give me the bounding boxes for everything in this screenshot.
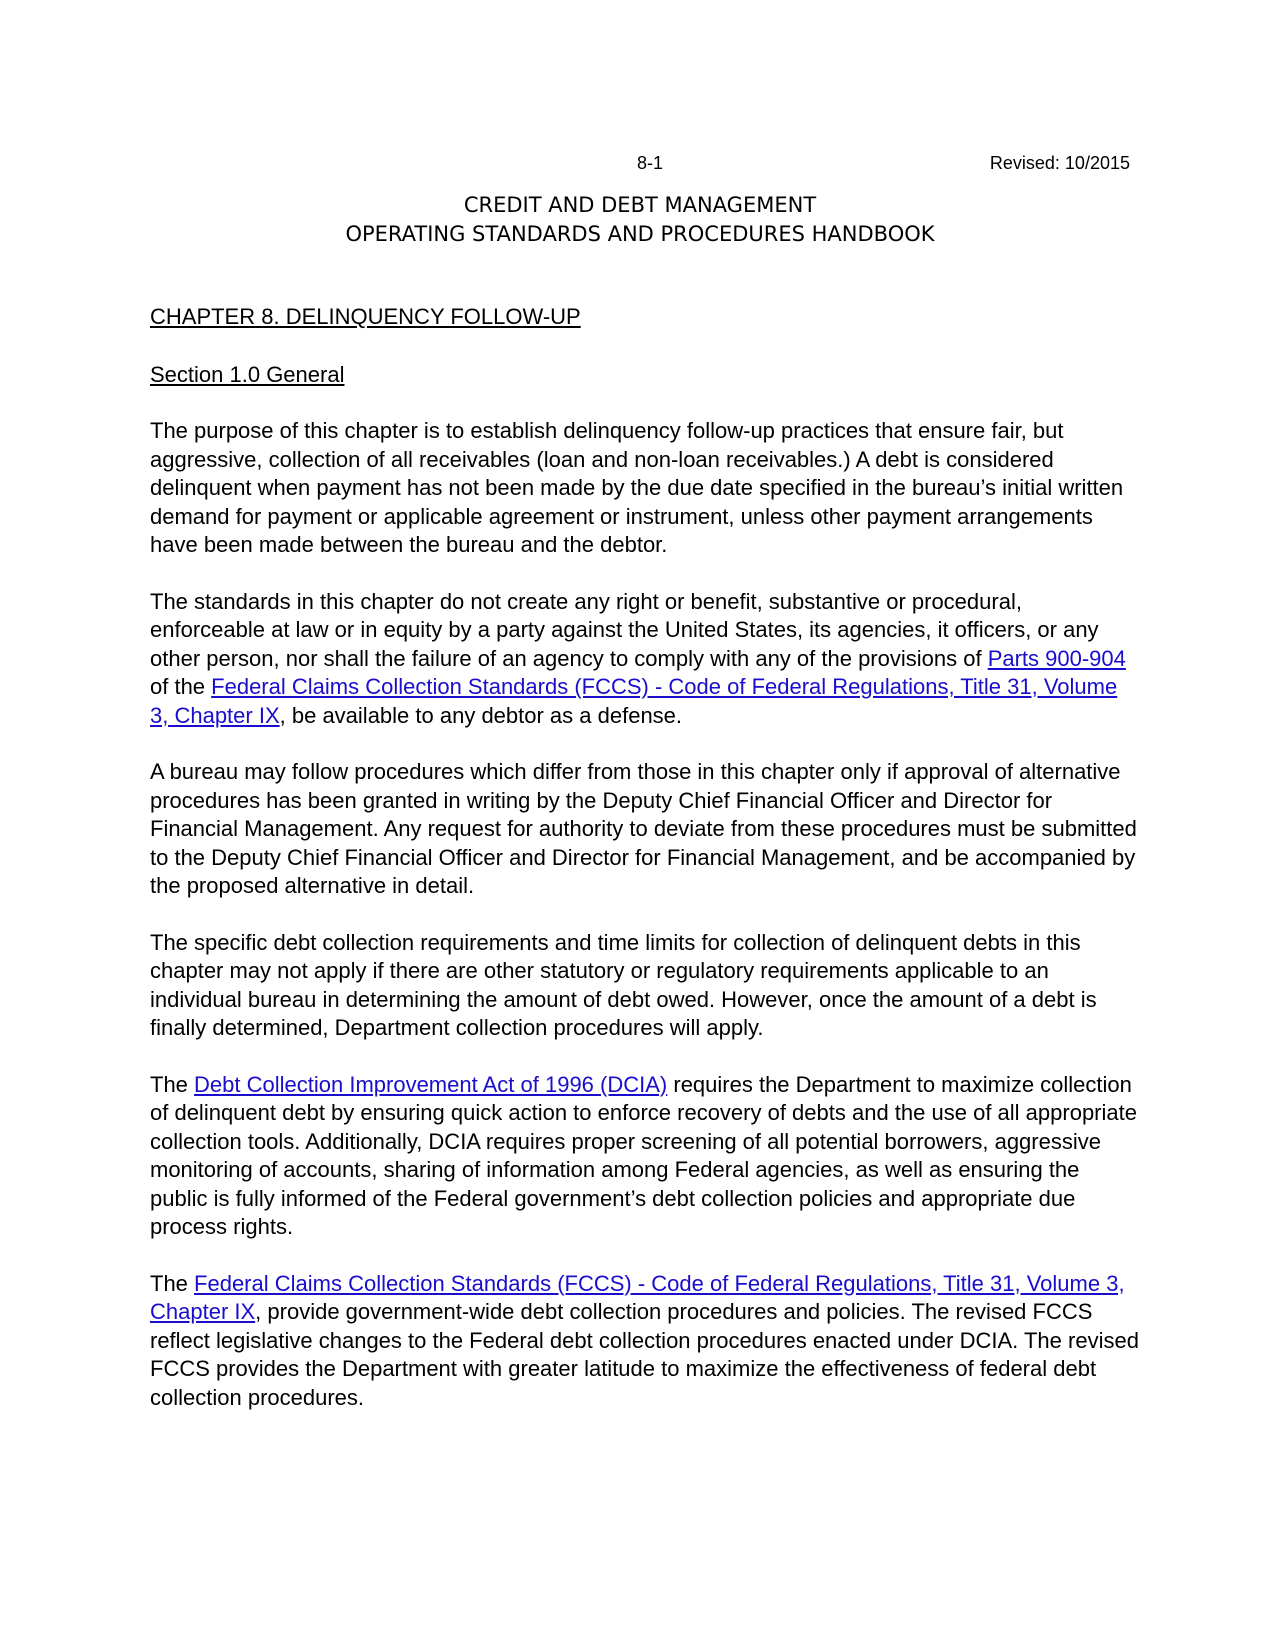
document-body: [150, 303, 1140, 1412]
parts-900-904-link[interactable]: Parts 900-904: [987, 645, 1126, 671]
paragraph-standards: [150, 588, 1140, 731]
handbook-title: [150, 191, 1130, 249]
page-header: [150, 150, 1130, 176]
paragraph-requirements: The specific debt collection requirements and time limits for collection of delinquent debts in this chapter may not apply if there are other statutory or regulatory requirements applicable to an individual bureau in determining the amount of debt owed. However, once the amount of a debt is finally determined, Department collection procedures will apply.: [150, 929, 1097, 1040]
revised-date: Revised: 10/2015: [989, 153, 1130, 173]
chapter-title: CHAPTER 8. DELINQUENCY FOLLOW-UP: [150, 304, 581, 329]
paragraph-fccs: [150, 1270, 1140, 1413]
fccs-cfr-link[interactable]: Federal Claims Collection Standards (FCCS) - Code of Federal Regulations, Title 31, Volume 3, Chapter IX: [150, 674, 1118, 728]
page-number: 8-1: [636, 153, 663, 173]
paragraph-text: , provide government-wide debt collection procedures and policies. The revised FCCS reflect legislative changes to the Federal debt collection procedures enacted under DCIA. The revised FCCS provides the Department with greater latitude to maximize the effectiveness of federal debt collection procedures.: [150, 1299, 1139, 1410]
paragraph-dcia: [150, 1071, 1140, 1242]
handbook-title-line2: OPERATING STANDARDS AND PROCEDURES HANDBOOK: [345, 222, 935, 246]
dcia-link[interactable]: Debt Collection Improvement Act of 1996 (DCIA): [194, 1071, 668, 1097]
handbook-title-line1: CREDIT AND DEBT MANAGEMENT: [463, 193, 817, 217]
paragraph-text: The: [150, 1270, 195, 1296]
paragraph-text: requires the Department to maximize collection of delinquent debt by ensuring quick action to enforce recovery of debts and the use of all appropriate collection tools. Additionally, DCIA requires proper screening of all potential borrowers, aggressive monitoring of accounts, sharing of information among Federal agencies, as well as ensuring the public is fully informed of the Federal government’s debt collection policies and appropriate due process rights.: [150, 1071, 1137, 1239]
paragraph-purpose: The purpose of this chapter is to establish delinquency follow-up practices that ensure fair, but aggressive, collection of all receivables (loan and non-loan receivables.) A debt is considered delinquent when payment has not been made by the due date specified in the bureau’s initial written demand for payment or applicable agreement or instrument, unless other payment arrangements have been made between the bureau and the debtor.: [150, 418, 1124, 557]
paragraph-text: of the: [150, 674, 212, 699]
paragraph-text: , be available to any debtor as a defense.: [279, 702, 683, 728]
fccs-cfr-link-2[interactable]: Federal Claims Collection Standards (FCCS) - Code of Federal Regulations, Title 31, Volume 3, Chapter IX: [150, 1270, 1125, 1324]
paragraph-text: The standards in this chapter do not create any right or benefit, substantive or procedural, enforceable at law or in equity by a party against the United States, its agencies, it officers, or any other person, nor shall the failure of an agency to comply with any of the provisions of: [150, 588, 1099, 671]
paragraph-text: The: [150, 1071, 195, 1097]
paragraph-alternative-procedures: A bureau may follow procedures which differ from those in this chapter only if approval of alternative procedures has been granted in writing by the Deputy Chief Financial Officer and Director for Financial Management. Any request for authority to deviate from these procedures must be submitted to the Deputy Chief Financial Officer and Director for Financial Management, and be accompanied by the proposed alternative in detail.: [150, 759, 1137, 898]
section-title: Section 1.0 General: [150, 361, 345, 387]
